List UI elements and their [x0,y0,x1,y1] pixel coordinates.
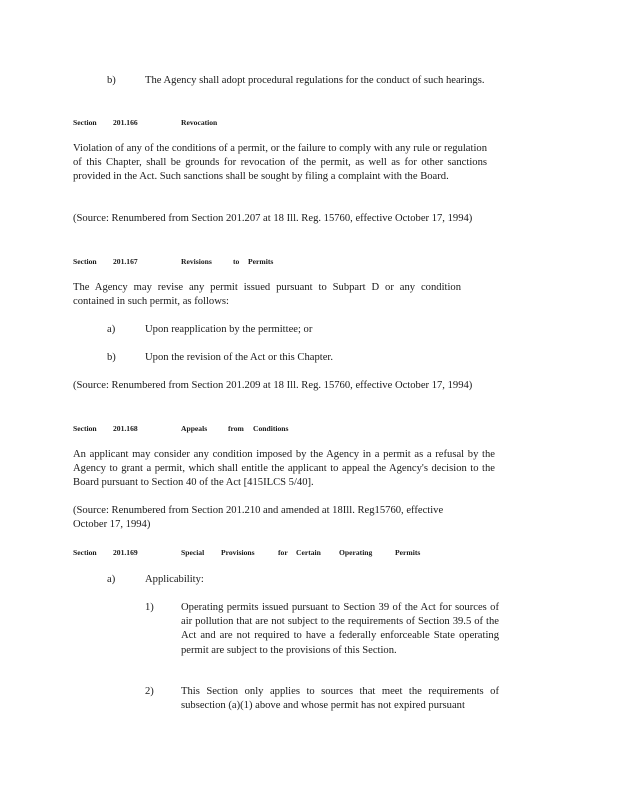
list-item-text: Applicability: [145,574,204,585]
section-paragraph: Violation of any of the conditions of a permit, or the failure to comply with any rule or regulation of this Chapter, shall be grounds for revocation of the permit, as well as for other sanctions provided in the Act. Such sanctions shall be sought by filing a complaint with the Board. [73,143,487,183]
section-title-word: Permits [395,548,421,557]
list-marker: b) [107,75,116,86]
section-title: Revocation [181,118,218,127]
section-title-word: Special [181,548,205,557]
section-title-word: Appeals [181,424,208,433]
section-title-word: Provisions [221,548,255,557]
section-paragraph: The Agency may revise any permit issued pursuant to Subpart D or any condition contained in such permit, as follows: [73,282,461,308]
section-label: Section [73,257,97,266]
section-title-word: from [228,424,244,433]
source-note: (Source: Renumbered from Section 201.207 at 18 Ill. Reg. 15760, effective October 17, 1994) [73,213,473,224]
list-item-text: Operating permits issued pursuant to Section 39 of the Act for sources of air pollution that are not subject to the requirements of Section 39.5 of the Act and are not required to have a federally enforceable State operating permit are subject to the provisions of this Section. [181,602,499,656]
section-number: 201.169 [113,548,138,557]
list-item-text: Upon reapplication by the permittee; or [145,324,313,335]
source-note: (Source: Renumbered from Section 201.209 at 18 Ill. Reg. 15760, effective October 17, 1994) [73,380,473,391]
section-paragraph: An applicant may consider any condition imposed by the Agency in a permit as a refusal by the Agency to grant a permit, which shall entitle the applicant to appeal the Agency's decision to the Board pursuant to Section 40 of the Act [415ILCS 5/40]. [73,449,495,489]
section-number: 201.166 [113,118,138,127]
list-item-text: This Section only applies to sources that meet the requirements of subsection (a)(1) above and whose permit has not expired pursuant [181,686,499,712]
section-number: 201.168 [113,424,138,433]
list-marker: b) [107,352,116,363]
section-label: Section [73,424,97,433]
section-number: 201.167 [113,257,138,266]
list-marker: 1) [145,602,154,613]
list-item-text: Upon the revision of the Act or this Chapter. [145,352,334,363]
section-title-word: Revisions [181,257,212,266]
section-title-word: Certain [296,548,321,557]
section-title-word: Permits [248,257,274,266]
list-marker: a) [107,574,116,585]
section-title-word: to [233,257,240,266]
section-label: Section [73,118,97,127]
section-title-word: Conditions [253,424,289,433]
section-title-word: Operating [339,548,373,557]
list-item-text: The Agency shall adopt procedural regulations for the conduct of such hearings. [145,75,485,86]
section-label: Section [73,548,97,557]
section-title-word: for [278,548,288,557]
list-marker: a) [107,324,116,335]
list-marker: 2) [145,686,154,697]
source-note: (Source: Renumbered from Section 201.210 and amended at 18Ill. Reg15760, effective October 17, 1994) [73,505,444,531]
